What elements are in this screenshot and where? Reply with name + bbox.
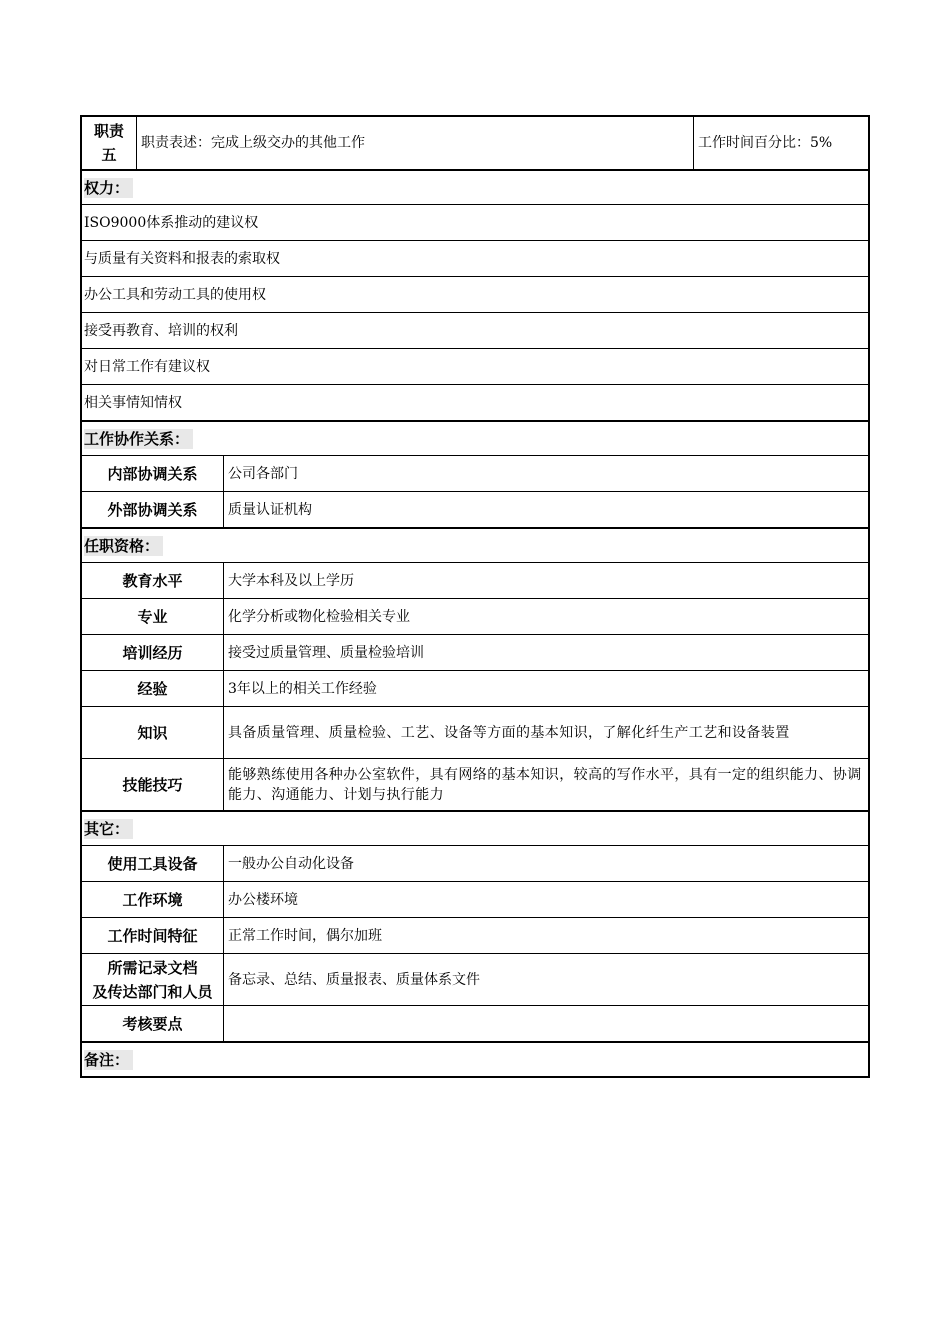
duty-row: [82, 117, 868, 169]
others-row: [82, 845, 868, 881]
authority-item-text: 接受再教育、培训的权利: [84, 322, 238, 339]
authority-item-text: 相关事情知情权: [84, 394, 182, 411]
others-value: 备忘录、总结、质量报表、质量体系文件: [228, 971, 480, 988]
others-value: 一般办公自动化设备: [228, 855, 354, 872]
qualification-value: 接受过质量管理、质量检验培训: [228, 644, 424, 661]
relations-row: [82, 455, 868, 491]
others-label: [82, 954, 224, 1005]
qualification-label: 培训经历: [82, 635, 224, 670]
qualification-value: 能够熟练使用各种办公室软件，具有网络的基本知识，较高的写作水平，具有一定的组织能力、协调能力、沟通能力、计划与执行能力: [228, 766, 862, 803]
others-label-line1: 所需记录文档: [107, 958, 198, 977]
authority-item: [82, 348, 868, 384]
authority-item: [82, 312, 868, 348]
others-title: 其它：: [82, 812, 135, 845]
qualification-value: 具备质量管理、质量检验、工艺、设备等方面的基本知识，了解化纤生产工艺和设备装置: [228, 724, 790, 741]
authority-item: [82, 204, 868, 240]
duty-label-line2: 五: [101, 146, 117, 164]
authority-title: 权力：: [82, 171, 135, 204]
qualification-row: [82, 670, 868, 706]
qualification-label: 知识: [82, 707, 224, 758]
others-label: 考核要点: [82, 1006, 224, 1041]
relations-label: 内部协调关系: [82, 456, 224, 491]
authority-item-text: 与质量有关资料和报表的索取权: [84, 250, 280, 267]
others-row: [82, 953, 868, 1005]
authority-item-text: 对日常工作有建议权: [84, 358, 210, 375]
relations-title: 工作协作关系：: [82, 422, 195, 455]
qualification-label: 教育水平: [82, 563, 224, 598]
others-label-line2: 及传达部门和人员: [92, 982, 213, 1001]
others-row: [82, 1005, 868, 1041]
others-value: 办公楼环境: [228, 891, 298, 908]
others-label: 工作时间特征: [82, 918, 224, 953]
qualifications-section: [82, 527, 868, 562]
qualification-value: 化学分析或物化检验相关专业: [228, 608, 410, 625]
qualification-label: 专业: [82, 599, 224, 634]
duty-label: [82, 117, 137, 169]
authority-item: [82, 240, 868, 276]
relations-row: [82, 491, 868, 527]
others-label: 使用工具设备: [82, 846, 224, 881]
qualification-value: 大学本科及以上学历: [228, 572, 354, 589]
authority-item: [82, 276, 868, 312]
others-row: [82, 917, 868, 953]
qualification-row: [82, 598, 868, 634]
others-value: 正常工作时间，偶尔加班: [228, 927, 382, 944]
job-description-table: [80, 115, 870, 1078]
qualification-label: 技能技巧: [82, 759, 224, 810]
duty-time-percent: 工作时间百分比：5%: [698, 135, 833, 151]
duty-label-line1: 职责: [93, 122, 124, 140]
authority-section: [82, 169, 868, 204]
authority-item: [82, 384, 868, 420]
relations-value: 公司各部门: [228, 465, 298, 482]
qualification-label: 经验: [82, 671, 224, 706]
relations-section: [82, 420, 868, 455]
relations-label: 外部协调关系: [82, 492, 224, 527]
qualification-row: [82, 758, 868, 810]
qualifications-title: 任职资格：: [82, 529, 165, 562]
qualification-row: [82, 634, 868, 670]
others-row: [82, 881, 868, 917]
qualification-value: 3年以上的相关工作经验: [228, 680, 377, 697]
others-value: [224, 1006, 868, 1041]
others-label: 工作环境: [82, 882, 224, 917]
relations-value: 质量认证机构: [228, 501, 312, 518]
duty-description: 职责表述：完成上级交办的其他工作: [137, 117, 694, 169]
remarks-title: 备注：: [82, 1043, 135, 1076]
authority-item-text: ISO9000体系推动的建议权: [84, 214, 259, 231]
qualification-row: [82, 562, 868, 598]
authority-item-text: 办公工具和劳动工具的使用权: [84, 286, 266, 303]
remarks-section: [82, 1041, 868, 1076]
qualification-row: [82, 706, 868, 758]
others-section: [82, 810, 868, 845]
